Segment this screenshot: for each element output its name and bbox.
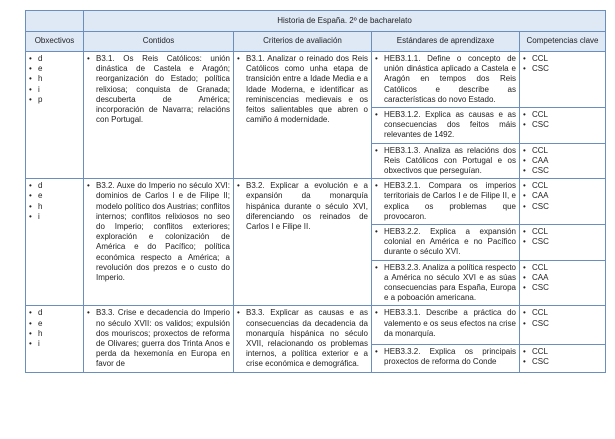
obxectivo-item: • e xyxy=(29,191,80,201)
competencias-cell xyxy=(520,108,606,144)
competencia-item-list xyxy=(523,263,602,294)
obxectivo-item: • d xyxy=(29,181,80,191)
obxectivos-cell xyxy=(26,306,84,372)
column-header-estandares: Estándares de aprendizaxe xyxy=(372,32,520,52)
standard-item: • HEB3.2.2. Explica a expansión colonial en América e no Pacífico durante o século XVI. xyxy=(375,227,516,258)
criterio-item: • B3.3. Explicar as causas e as consecuencias da decadencia da monarquía hispánica no século XVII, relacionando os problemas internos, a política exterior e a crise económica e demográfica. xyxy=(237,308,368,369)
competencia-item: • CSC xyxy=(523,237,602,247)
standard-item: • HEB3.1.1. Define o concepto de unión dinástica aplicado a Castela e Aragón en tempos dos Reis Católicos e describe as características do novo Estado. xyxy=(375,54,516,105)
header-blank-cell xyxy=(26,11,84,32)
competencia-item: • CSC xyxy=(523,283,602,293)
standard-item-list xyxy=(375,347,516,367)
competencia-item: • CSC xyxy=(523,120,602,130)
obxectivo-item-list xyxy=(29,181,80,222)
standard-item: • HEB3.3.2. Explica os principais proxectos de reforma do Conde xyxy=(375,347,516,367)
competencia-item-list xyxy=(523,347,602,367)
standard-item-list xyxy=(375,146,516,177)
competencia-item: • CCL xyxy=(523,181,602,191)
competencia-item: • CCL xyxy=(523,54,602,64)
contido-cell xyxy=(84,179,234,306)
competencia-item: • CCL xyxy=(523,110,602,120)
standard-item: • HEB3.1.3. Analiza as relacións dos Reis Católicos con Portugal e os obxectivos que perseguían. xyxy=(375,146,516,177)
criterio-cell xyxy=(234,179,372,306)
criterio-cell xyxy=(234,306,372,372)
column-header-contidos: Contidos xyxy=(84,32,234,52)
obxectivo-item: • h xyxy=(29,74,80,84)
contido-item-list xyxy=(87,181,230,283)
standard-cell xyxy=(372,179,520,225)
competencia-item: • CAA xyxy=(523,273,602,283)
obxectivo-item: • i xyxy=(29,85,80,95)
contido-item-list xyxy=(87,308,230,369)
table-title: Historia de España. 2º de bacharelato xyxy=(84,11,606,32)
standard-item-list xyxy=(375,308,516,339)
competencia-item-list xyxy=(523,146,602,177)
competencia-item: • CCL xyxy=(523,227,602,237)
competencias-cell xyxy=(520,179,606,225)
standard-item-list xyxy=(375,227,516,258)
standard-item-list xyxy=(375,110,516,141)
competencia-item-list xyxy=(523,54,602,74)
criterio-item: • B3.2. Explicar a evolución e a expansión da monarquía hispánica durante o século XVI, diferenciando os reinados de Carlos I e Filipe II. xyxy=(237,181,368,232)
obxectivo-item: • i xyxy=(29,212,80,222)
standard-item: • HEB3.1.2. Explica as causas e as consecuencias dos feitos máis relevantes de 1492. xyxy=(375,110,516,141)
contido-item: • B3.2. Auxe do Imperio no século XVI: dominios de Carlos I e de Filipe II; modelo político dos Austrias; conflitos internos; conflitos relixiosos no seo do Imperio; conflitos exteriores; exploración e colonización de América e do Pacífico; política económica respecto a América; a revolución dos prezos e o custo do Imperio. xyxy=(87,181,230,283)
competencias-cell xyxy=(520,306,606,345)
obxectivo-item: • p xyxy=(29,95,80,105)
table-row xyxy=(26,306,606,345)
contido-cell xyxy=(84,306,234,372)
competencia-item: • CCL xyxy=(523,146,602,156)
obxectivo-item: • e xyxy=(29,64,80,74)
obxectivo-item: • h xyxy=(29,329,80,339)
obxectivos-cell xyxy=(26,52,84,179)
competencia-item: • CSC xyxy=(523,319,602,329)
obxectivo-item-list xyxy=(29,308,80,349)
standard-cell xyxy=(372,260,520,306)
obxectivos-cell xyxy=(26,179,84,306)
obxectivo-item: • d xyxy=(29,308,80,318)
standard-item: • HEB3.2.3. Analiza a política respecto a América no século XVI e as súas consecuencias para España, Europa e a poboación americana. xyxy=(375,263,516,304)
standard-cell xyxy=(372,306,520,345)
obxectivo-item: • d xyxy=(29,54,80,64)
competencias-cell xyxy=(520,52,606,108)
contido-cell xyxy=(84,52,234,179)
competencias-cell xyxy=(520,225,606,261)
column-header-criterios: Criterios de avaliación xyxy=(234,32,372,52)
criterio-item: • B3.1. Analizar o reinado dos Reis Católicos como unha etapa de transición entre a Idade Media e a Idade Moderna, e identificar as reminiscencias medievais e os feitos salientables que abren o camiño á modernidade. xyxy=(237,54,368,125)
standard-item-list xyxy=(375,54,516,105)
standard-cell xyxy=(372,345,520,373)
competencia-item-list xyxy=(523,110,602,130)
standard-cell xyxy=(372,108,520,144)
obxectivo-item-list xyxy=(29,54,80,105)
competencia-item: • CCL xyxy=(523,308,602,318)
competencia-item: • CSC xyxy=(523,166,602,176)
competencias-cell xyxy=(520,260,606,306)
curriculum-table xyxy=(25,10,606,373)
criterio-item-list xyxy=(237,308,368,369)
obxectivo-item: • h xyxy=(29,202,80,212)
contido-item: • B3.1. Os Reis Católicos: unión dinástica de Castela e Aragón; reorganización do Estado; política relixiosa; conquista de Granada; descuberta de América; incorporación de Navarra; relacións con Portugal. xyxy=(87,54,230,125)
competencia-item: • CCL xyxy=(523,347,602,357)
standard-item-list xyxy=(375,181,516,222)
standard-item: • HEB3.3.1. Describe a práctica do valemento e os seus efectos na crise da monarquía. xyxy=(375,308,516,339)
competencia-item: • CSC xyxy=(523,202,602,212)
competencias-cell xyxy=(520,143,606,179)
standard-item: • HEB3.2.1. Compara os imperios territoriais de Carlos I e de Filipe II, e explica os problemas que provocaron. xyxy=(375,181,516,222)
obxectivo-item: • i xyxy=(29,339,80,349)
standard-cell xyxy=(372,143,520,179)
column-header-obxectivos: Obxectivos xyxy=(26,32,84,52)
contido-item: • B3.3. Crise e decadencia do Imperio no século XVII: os validos; expulsión dos mouriscos; proxectos de reforma de Olivares; guerra dos Trinta Anos e perda da hexemonía en Europa en favor de xyxy=(87,308,230,369)
criterio-cell xyxy=(234,52,372,179)
contido-item-list xyxy=(87,54,230,125)
competencia-item: • CCL xyxy=(523,263,602,273)
competencia-item-list xyxy=(523,181,602,212)
standard-cell xyxy=(372,52,520,108)
competencia-item: • CSC xyxy=(523,357,602,367)
obxectivo-item: • e xyxy=(29,319,80,329)
competencia-item: • CAA xyxy=(523,156,602,166)
table-row xyxy=(26,52,606,108)
criterio-item-list xyxy=(237,181,368,232)
competencias-cell xyxy=(520,345,606,373)
column-header-competencias: Competencias clave xyxy=(520,32,606,52)
competencia-item: • CAA xyxy=(523,191,602,201)
competencia-item-list xyxy=(523,308,602,328)
competencia-item: • CSC xyxy=(523,64,602,74)
standard-cell xyxy=(372,225,520,261)
competencia-item-list xyxy=(523,227,602,247)
criterio-item-list xyxy=(237,54,368,125)
table-row xyxy=(26,179,606,225)
standard-item-list xyxy=(375,263,516,304)
